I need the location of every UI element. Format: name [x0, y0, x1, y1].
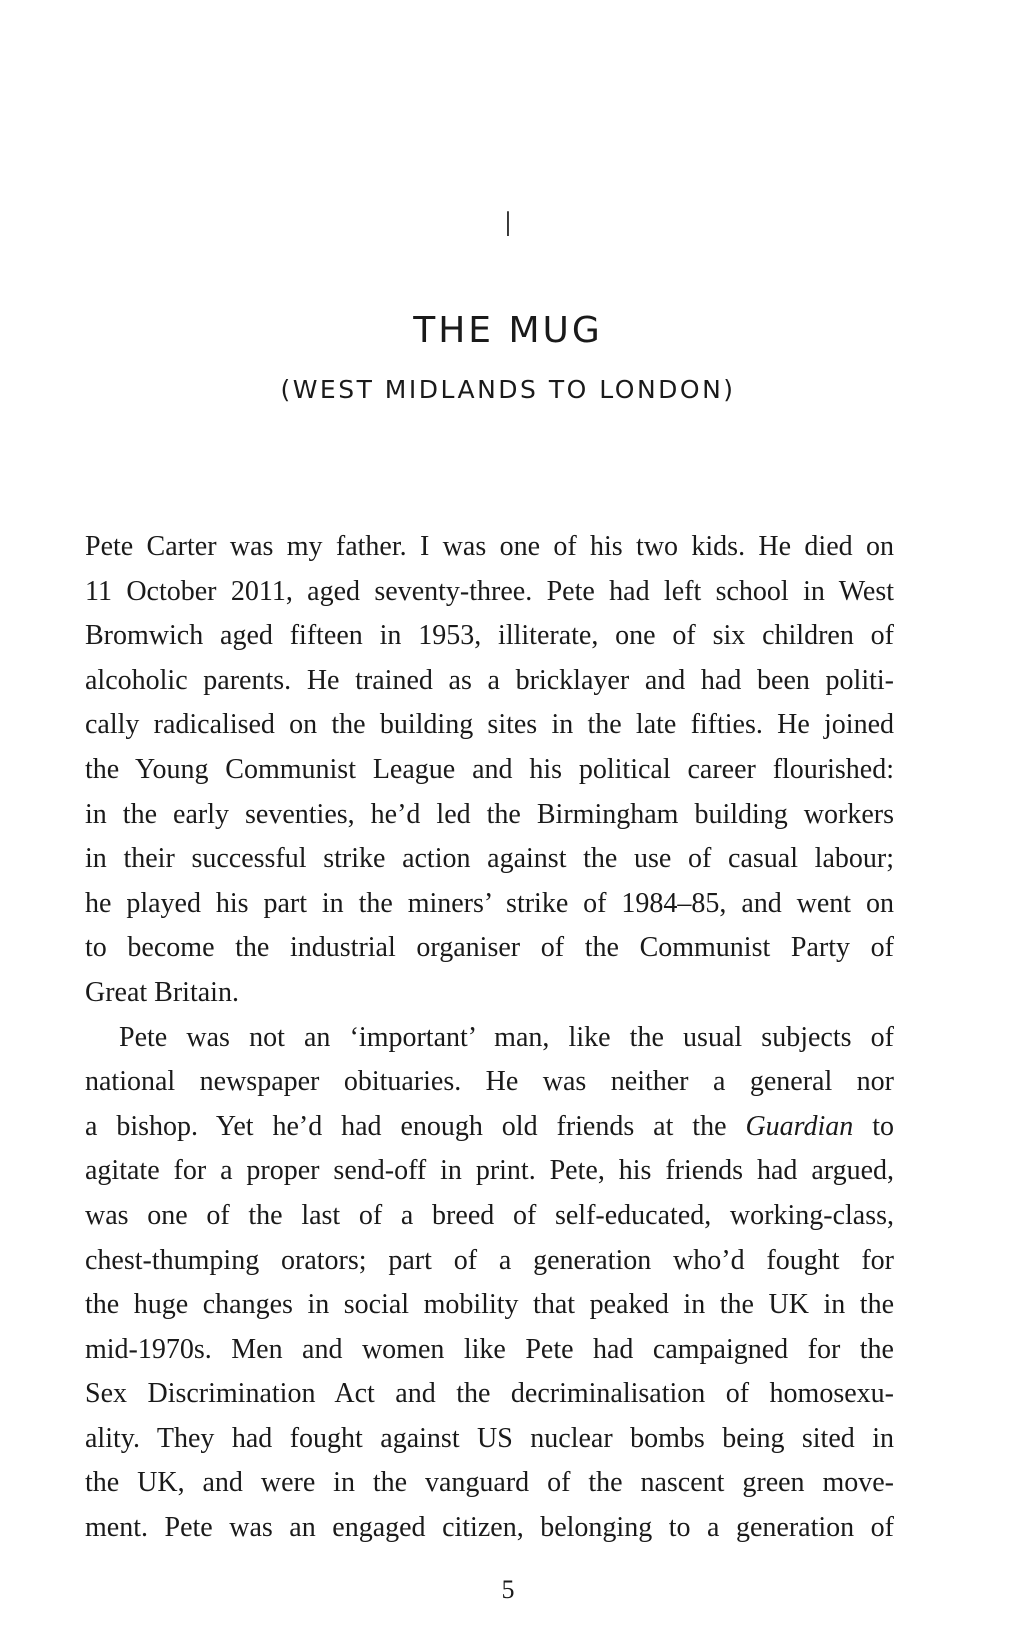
body-text [85, 525, 894, 1551]
text-line: a bishop. Yet he’d had enough old friends at the Guardian to [85, 1110, 894, 1142]
text-line: Pete Carter was my father. I was one of his two kids. He died on [85, 531, 894, 562]
text-line: 11 October 2011, aged seventy-three. Pete had left school in West [85, 575, 894, 607]
text-line: in the early seventies, he’d led the Birmingham building workers [85, 798, 894, 830]
text-line: alcoholic parents. He trained as a bricklayer and had been politi- [85, 664, 894, 696]
chapter-subtitle: (WEST MIDLANDS TO LONDON) [280, 375, 736, 404]
text-line: agitate for a proper send-off in print. Pete, his friends had argued, [85, 1155, 894, 1187]
text-line: the UK, and were in the vanguard of the nascent green move- [85, 1467, 894, 1499]
text-line: Sex Discrimination Act and the decriminalisation of homosexu- [85, 1378, 894, 1410]
text-line: cally radicalised on the building sites in the late fifties. He joined [85, 709, 894, 741]
text-line: was one of the last of a breed of self-educated, working-class, [85, 1199, 894, 1231]
text-line: ality. They had fought against US nuclear bombs being sited in [85, 1422, 894, 1454]
text-line: the Young Communist League and his political career flourished: [85, 753, 894, 785]
text-line: mid-1970s. Men and women like Pete had campaigned for the [85, 1333, 894, 1365]
text-line: in their successful strike action against the use of casual labour; [85, 843, 894, 875]
text-line: ment. Pete was an engaged citizen, belonging to a generation of [85, 1512, 894, 1544]
chapter-number: I [502, 205, 514, 245]
text-line: chest-thumping orators; part of a generation who’d fought for [85, 1244, 894, 1276]
text-line: to become the industrial organiser of the Communist Party of [85, 932, 894, 964]
text-line: national newspaper obituaries. He was neither a general nor [85, 1066, 894, 1098]
chapter-title: THE MUG [413, 310, 603, 351]
newspaper-title: Guardian [745, 1110, 854, 1142]
text-line: Bromwich aged fifteen in 1953, illiterate, one of six children of [85, 620, 894, 652]
text-line: the huge changes in social mobility that peaked in the UK in the [85, 1289, 894, 1321]
text-line: Pete was not an ‘important’ man, like the usual subjects of [119, 1021, 894, 1053]
paragraph [85, 1016, 894, 1551]
text-line: Great Britain. [85, 976, 239, 1008]
text-line: he played his part in the miners’ strike of 1984–85, and went on [85, 887, 894, 919]
page-number: 5 [501, 1575, 515, 1604]
paragraph [85, 525, 894, 1016]
